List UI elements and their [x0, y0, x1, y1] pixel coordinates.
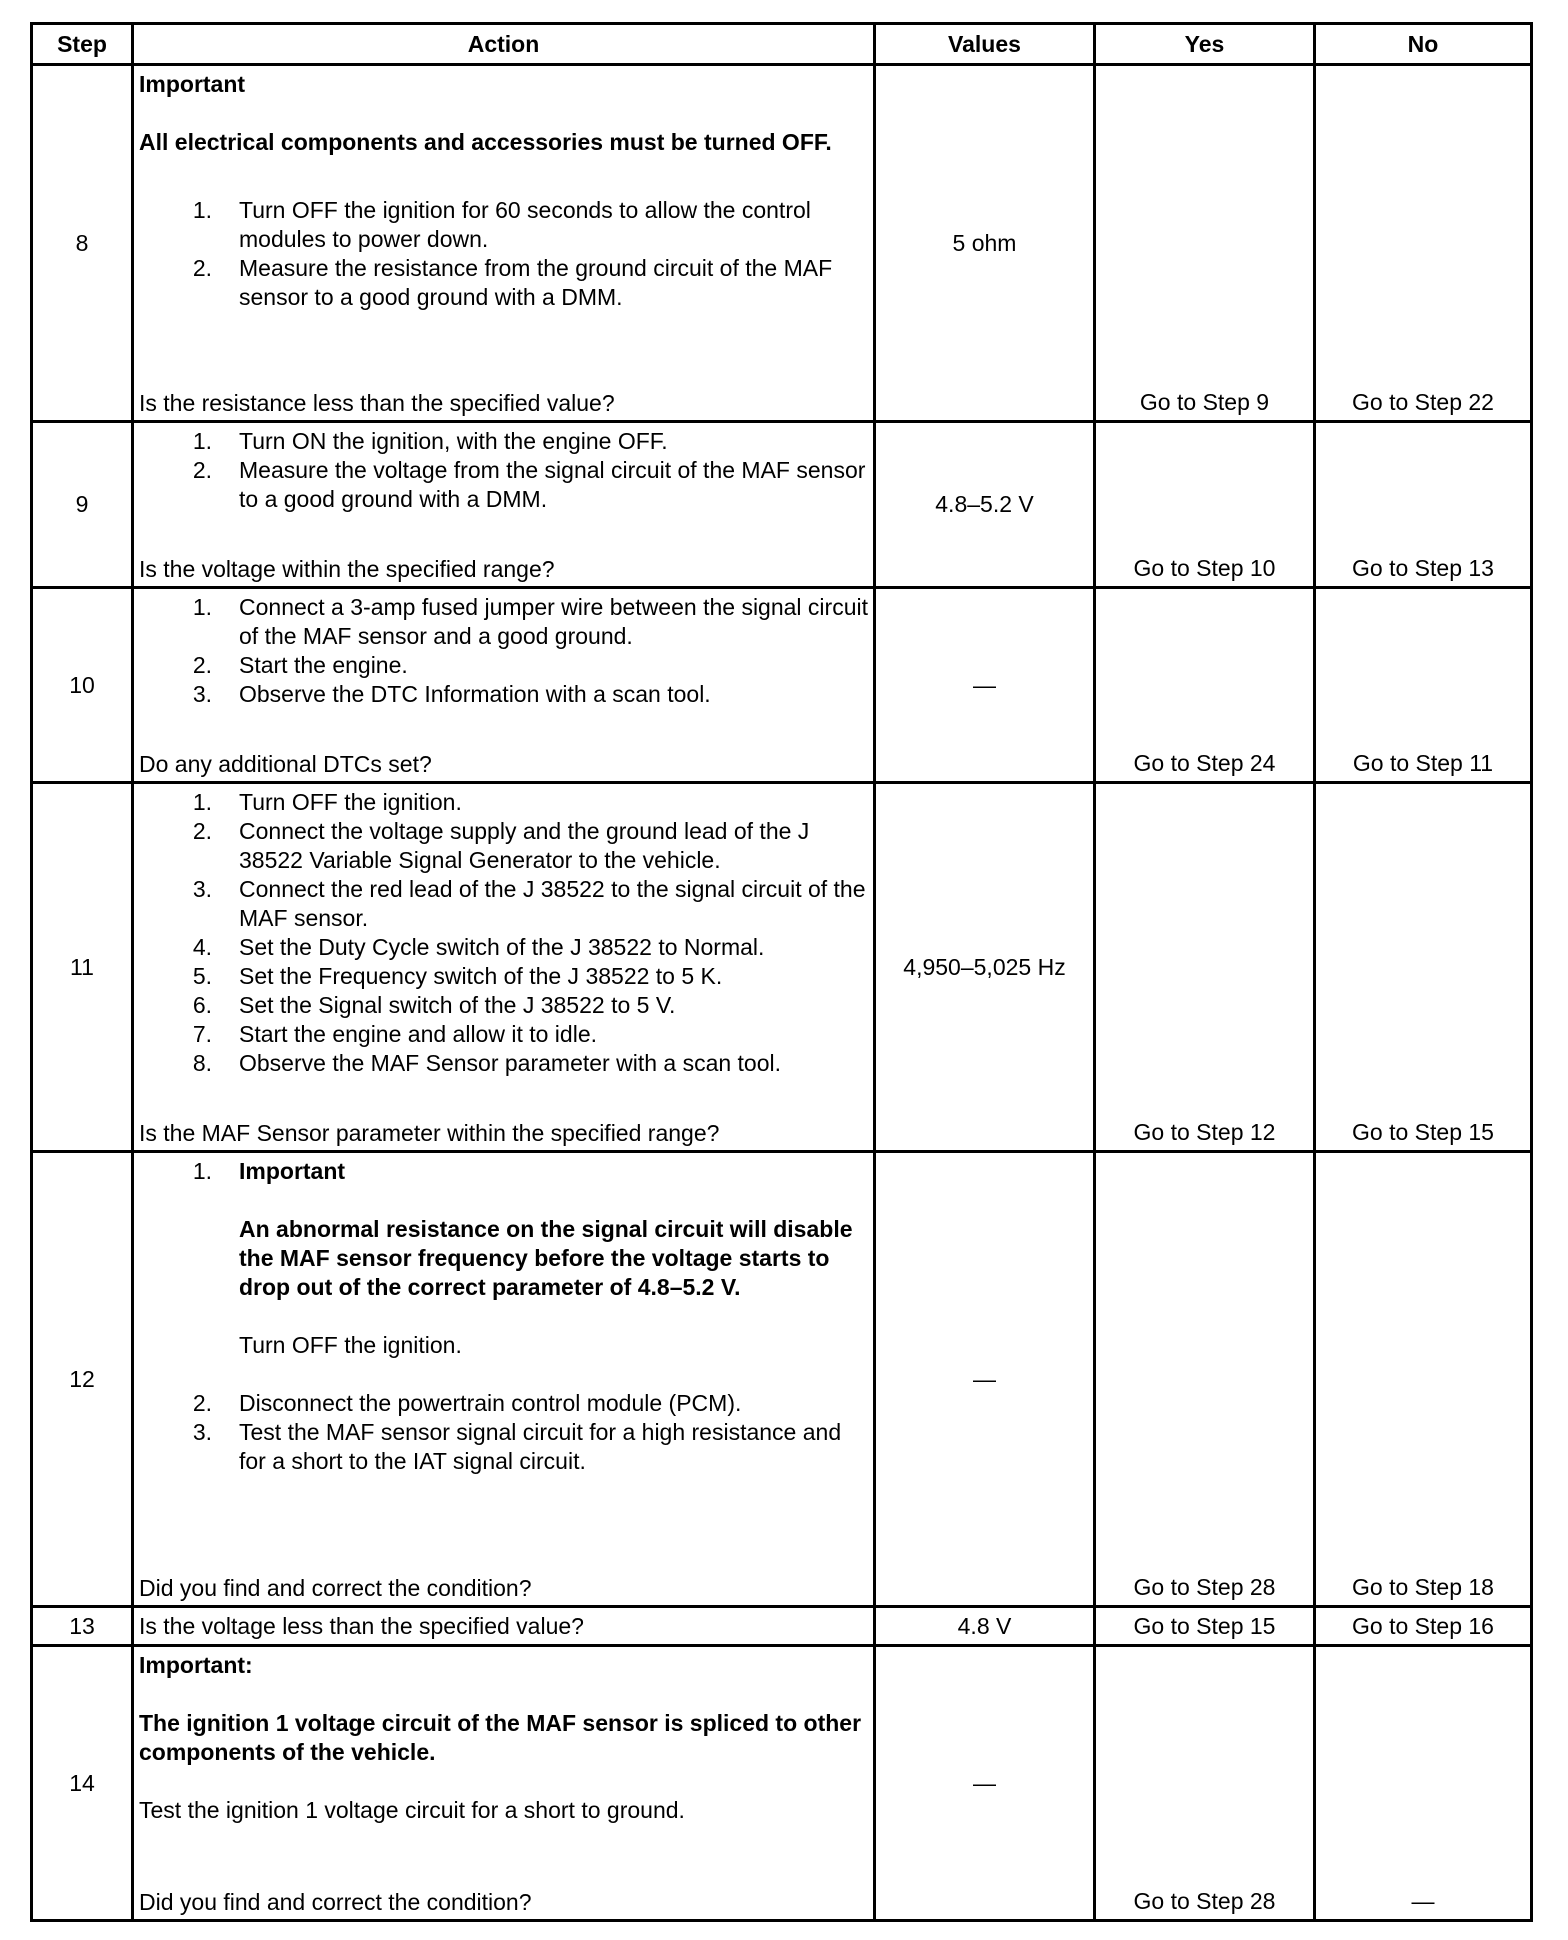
table-row: [32, 1646, 1532, 1921]
list-item: 1. Connect a 3-amp fused jumper wire between the signal circuit of the MAF sensor and a good ground.: [192, 594, 868, 649]
procedure-list: [139, 1157, 869, 1476]
no-cell: Go to Step 18: [1315, 1152, 1532, 1607]
list-item: 5. Set the Frequency switch of the J 38522 to 5 K.: [192, 963, 723, 989]
yes-cell: Go to Step 12: [1095, 783, 1315, 1152]
header-step: Step: [32, 24, 133, 65]
list-item: 3. Observe the DTC Information with a scan tool.: [192, 681, 711, 707]
list-item: 8. Observe the MAF Sensor parameter with a scan tool.: [192, 1050, 782, 1076]
list-item: 4. Set the Duty Cycle switch of the J 38522 to Normal.: [192, 934, 765, 960]
no-cell: Go to Step 11: [1315, 588, 1532, 783]
table-row: [32, 65, 1532, 422]
list-item: 1. Important An abnormal resistance on the signal circuit will disable the MAF sensor frequency before the voltage starts to drop out of the correct parameter of 4.8–5.2 V. Turn OFF the ignition.: [139, 1157, 869, 1389]
header-values: Values: [875, 24, 1095, 65]
procedure-list: [139, 196, 869, 312]
no-cell: Go to Step 13: [1315, 422, 1532, 588]
procedure-list: [139, 427, 869, 514]
table-row: [32, 1607, 1532, 1646]
question-text: Did you find and correct the condition?: [139, 1889, 532, 1915]
table-row: [32, 588, 1532, 783]
action-cell: [133, 588, 875, 783]
important-title: Important: [139, 71, 246, 97]
action-cell: [133, 1152, 875, 1607]
important-body: All electrical components and accessories must be turned OFF.: [139, 129, 832, 155]
yes-cell: Go to Step 9: [1095, 65, 1315, 422]
table-row: [32, 1152, 1532, 1607]
list-item: 2. Start the engine.: [192, 652, 408, 678]
list-item: 6. Set the Signal switch of the J 38522 to 5 V.: [192, 992, 676, 1018]
important-title: Important:: [139, 1652, 253, 1678]
list-item: 2. Connect the voltage supply and the ground lead of the J 38522 Variable Signal Generator to the vehicle.: [192, 818, 810, 873]
header-no: No: [1315, 24, 1532, 65]
action-cell: [133, 65, 875, 422]
step-number: 10: [32, 588, 133, 783]
diagnostic-table: [30, 22, 1533, 1922]
step-number: 14: [32, 1646, 133, 1921]
list-item-text: Turn OFF the ignition.: [239, 1332, 462, 1358]
value-cell: 4.8–5.2 V: [875, 422, 1095, 588]
value-cell: 4.8 V: [875, 1607, 1095, 1646]
value-cell: 5 ohm: [875, 65, 1095, 422]
question-text: Did you find and correct the condition?: [139, 1575, 532, 1601]
procedure-list: [139, 593, 869, 709]
yes-cell: Go to Step 15: [1095, 1607, 1315, 1646]
list-item: 2. Measure the voltage from the signal circuit of the MAF sensor to a good ground with a DMM.: [192, 457, 866, 512]
list-item: 1. Turn ON the ignition, with the engine OFF.: [192, 428, 668, 454]
important-body: The ignition 1 voltage circuit of the MAF sensor is spliced to other components of the vehicle.: [139, 1710, 862, 1765]
step-number: 11: [32, 783, 133, 1152]
list-item: 3. Test the MAF sensor signal circuit for a high resistance and for a short to the IAT signal circuit.: [192, 1419, 842, 1474]
question-text: Is the voltage less than the specified value?: [133, 1607, 875, 1646]
value-cell: —: [875, 1646, 1095, 1921]
important-body: An abnormal resistance on the signal circuit will disable the MAF sensor frequency before the voltage starts to drop out of the correct parameter of 4.8–5.2 V.: [239, 1216, 853, 1300]
question-text: Is the voltage within the specified range?: [139, 556, 555, 582]
value-cell: —: [875, 1152, 1095, 1607]
list-item: 7. Start the engine and allow it to idle.: [192, 1021, 598, 1047]
list-item: 2. Disconnect the powertrain control module (PCM).: [192, 1390, 742, 1416]
action-cell: [133, 783, 875, 1152]
table-row: [32, 422, 1532, 588]
yes-cell: Go to Step 24: [1095, 588, 1315, 783]
no-cell: Go to Step 15: [1315, 783, 1532, 1152]
action-cell: [133, 1646, 875, 1921]
action-cell: [133, 422, 875, 588]
header-yes: Yes: [1095, 24, 1315, 65]
value-cell: —: [875, 588, 1095, 783]
instruction-text: Test the ignition 1 voltage circuit for a short to ground.: [139, 1797, 685, 1823]
list-item: 1. Turn OFF the ignition.: [192, 789, 462, 815]
header-action: Action: [133, 24, 875, 65]
step-number: 8: [32, 65, 133, 422]
yes-cell: Go to Step 28: [1095, 1646, 1315, 1921]
no-cell: Go to Step 22: [1315, 65, 1532, 422]
step-number: 13: [32, 1607, 133, 1646]
step-number: 9: [32, 422, 133, 588]
important-title: Important: [239, 1158, 346, 1184]
no-cell: —: [1315, 1646, 1532, 1921]
list-item: 2. Measure the resistance from the ground circuit of the MAF sensor to a good ground with a DMM.: [192, 255, 833, 310]
procedure-list: [139, 788, 869, 1078]
list-item: 3. Connect the red lead of the J 38522 to the signal circuit of the MAF sensor.: [192, 876, 866, 931]
question-text: Do any additional DTCs set?: [139, 751, 432, 777]
question-text: Is the resistance less than the specified value?: [139, 390, 615, 416]
yes-cell: Go to Step 28: [1095, 1152, 1315, 1607]
question-text: Is the MAF Sensor parameter within the specified range?: [139, 1120, 720, 1146]
header-row: [32, 24, 1532, 65]
no-cell: Go to Step 16: [1315, 1607, 1532, 1646]
yes-cell: Go to Step 10: [1095, 422, 1315, 588]
list-item: 1. Turn OFF the ignition for 60 seconds to allow the control modules to power down.: [192, 197, 811, 252]
value-cell: 4,950–5,025 Hz: [875, 783, 1095, 1152]
table-row: [32, 783, 1532, 1152]
step-number: 12: [32, 1152, 133, 1607]
